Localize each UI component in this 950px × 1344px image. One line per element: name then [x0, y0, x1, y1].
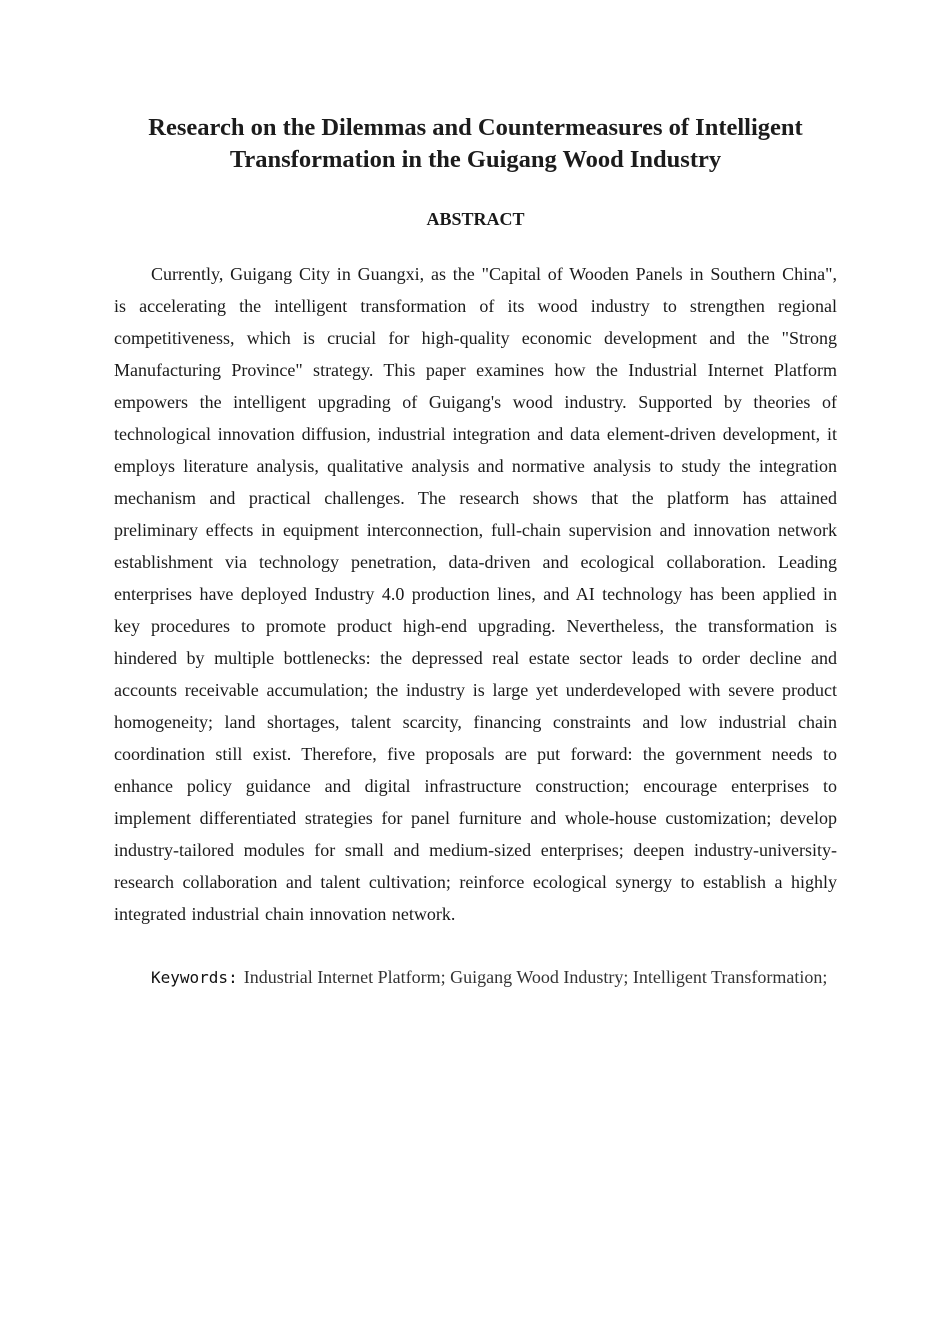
paper-title-line-1: Research on the Dilemmas and Countermeasures of Intelligent: [148, 114, 803, 141]
abstract-heading: ABSTRACT: [426, 209, 525, 229]
paper-title: [114, 112, 837, 176]
document-page: [114, 112, 837, 990]
paper-title-line-2: Transformation in the Guigang Wood Industry: [229, 146, 722, 173]
keywords-line: [114, 965, 837, 990]
abstract-paragraph: Currently, Guigang City in Guangxi, as the "Capital of Wooden Panels in Southern China", is accelerating the intelligent transformation of its wood industry to strengthen regional competitiveness, which is crucial for high-quality economic development and the "Strong Manufacturing Province" strategy. This paper examines how the Industrial Internet Platform empowers the intelligent upgrading of Guigang's wood industry. Supported by theories of technological innovation diffusion, industrial integration and data element-driven development, it employs literature analysis, qualitative analysis and normative analysis to study the integration mechanism and practical challenges. The research shows that the platform has attained preliminary effects in equipment interconnection, full-chain supervision and innovation network establishment via technology penetration, data-driven and ecological collaboration. Leading enterprises have deployed Industry 4.0 production lines, and AI technology has been applied in key procedures to promote product high-end upgrading. Nevertheless, the transformation is hindered by multiple bottlenecks: the depressed real estate sector leads to order decline and accounts receivable accumulation; the industry is large yet underdeveloped with severe product homogeneity; land shortages, talent scarcity, financing constraints and low industrial chain coordination still exist. Therefore, five proposals are put forward: the government needs to enhance policy guidance and digital infrastructure construction; encourage enterprises to implement differentiated strategies for panel furniture and whole-house customization; develop industry-tailored modules for small and medium-sized enterprises; deepen industry-university-research collaboration and talent cultivation; reinforce ecological synergy to establish a highly integrated industrial chain innovation network.: [114, 264, 837, 924]
keywords-list: Industrial Internet Platform; Guigang Wood Industry; Intelligent Transformation;: [243, 967, 828, 987]
keywords-label: Keywords: [151, 968, 229, 987]
keywords-separator: :: [228, 968, 238, 987]
